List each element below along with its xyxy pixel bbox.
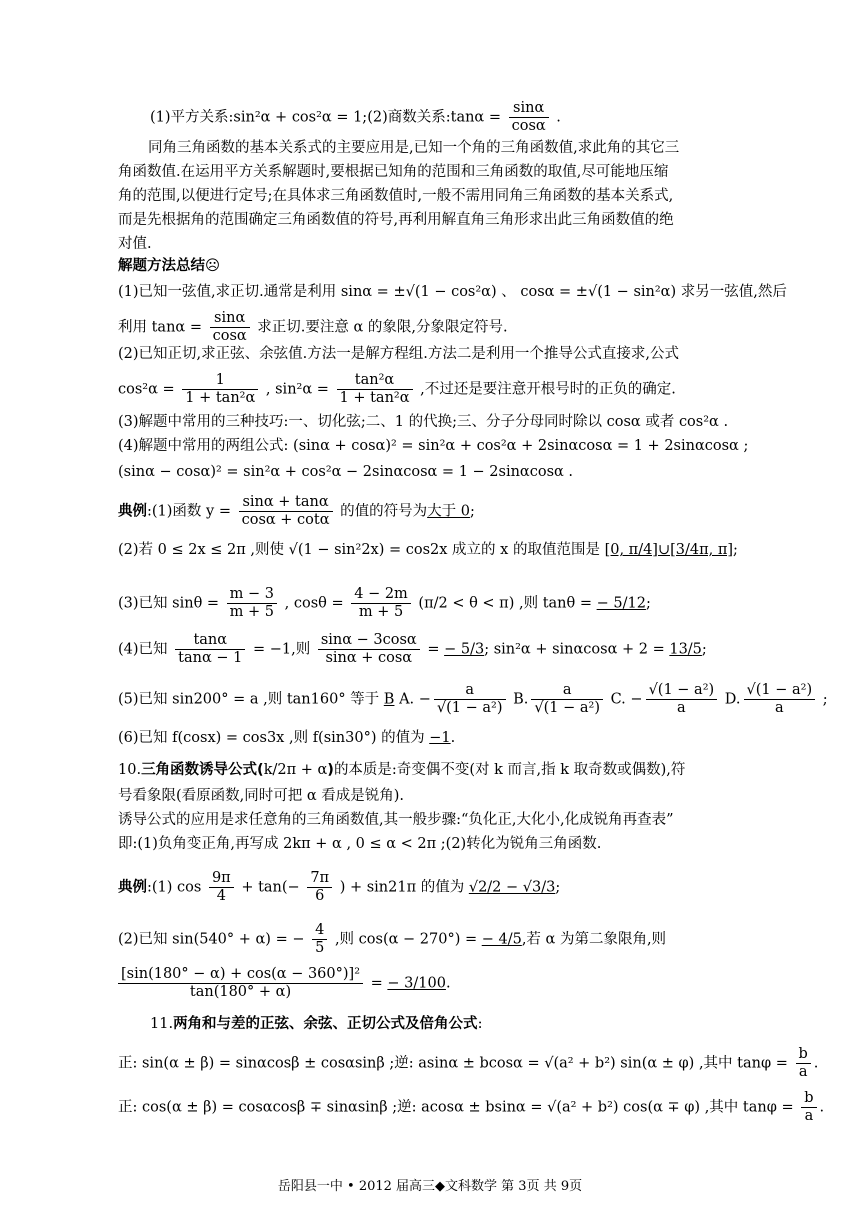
section-heading: 解题方法总结☹ [118,258,221,274]
paragraph-line: 角函数值.在运用平方关系解题时,要根据已知角的范围和三角函数的取值,尽可能地压缩 [118,164,669,180]
fraction: $\frac{a}{\text{√(1 − a²)}}$ [434,682,506,717]
method-line: cos²α = $\frac{1}{\text{1 + tan²α}}$ , sin²α = $\frac{\text{tan²α}}{\text{1 + tan²α}}$ ,不过还是要注意开根号时的正负的确定. [118,372,676,406]
fraction: $\frac{\sin\alpha - 3\cos\alpha}{\sin\alpha + \cos\alpha}$ [318,632,420,667]
paragraph-line: 对值. [118,236,152,252]
fraction: $\frac{\text{√(1 − a²)}}{a}$ [744,682,816,717]
relation-formula-line: (1)平方关系:sin²α + cos²α = 1;(2)商数关系:tanα = $\frac{\sin\alpha}{\cos\alpha}$ . [150,100,561,134]
fraction: $\frac{9\pi}{4}$ [209,870,234,905]
fraction: $\frac{\sin\alpha}{\cos\alpha}$ [210,310,250,345]
paragraph-line: 而是先根据角的范围确定三角函数值的符号,再利用解直角三角形求出此三角函数值的绝 [118,212,674,228]
fraction: $\frac{1}{\text{1 + tan²α}}$ [182,372,258,407]
fraction: $\frac{4 - 2m}{m + 5}$ [351,586,411,621]
example-5: (5)已知 sin200° = a ,则 tan160° 等于 B A. − $\frac{a}{\text{√(1 − a²)}}$ B. $\frac{a}{\text{√(1 − a²)}}$ C. − $\frac{\text{√(1 − a²)}}{a}$ D. $\frac{\text{√(1 − a²)}}{a}$ ; [118,682,828,716]
method-line: (3)解题中常用的三种技巧:一、切化弦;二、1 的代换;三、分子分母同时除以 cosα 或者 cos²α . [118,414,729,430]
fraction: $\frac{4}{5}$ [312,922,327,957]
page-footer: 岳阳县一中 • 2012 届高三◆文科数学 第 3页 共 9页 [277,1179,583,1194]
section-10-text: 号看象限(看原函数,同时可把 α 看成是锐角). [118,788,405,804]
method-line: (sinα − cosα)² = sin²α + cos²α − 2sinαcosα = 1 − 2sinαcosα . [118,464,574,480]
formula-cos-sum: 正: cos(α ± β) = cosαcosβ ∓ sinαsinβ ;逆: acosα ± bsinα = √(a² + b²) cos(α ∓ φ) ,其中 tanφ = $\frac{b}{a}$ . [118,1090,825,1124]
example-3: (3)已知 sinθ = $\frac{m - 3}{m + 5}$ , cosθ = $\frac{4 - 2m}{m + 5}$ (π/2 < θ < π) ,则 tanθ = − 5/12; [118,586,651,620]
fraction: $\frac{7\pi}{6}$ [307,870,332,905]
fraction: $\frac{\text{√(1 − a²)}}{a}$ [646,682,718,717]
fraction: $\frac{m - 3}{m + 5}$ [227,586,277,621]
example-1: 典例:(1)函数 y = $\frac{\sin\alpha + \tan\alpha}{\cos\alpha + \cot\alpha}$ 的值的符号为大于 0; [118,494,475,528]
paragraph-line: 角的范围,以便进行定号;在具体求三角函数值时,一般不需用同角三角函数的基本关系式, [118,188,674,204]
section-10-title: 10.三角函数诱导公式(k/2π + α)的本质是:奇变偶不变(对 k 而言,指 k 取奇数或偶数),符 [118,762,686,778]
fraction: $\frac{\text{[sin(180° − α) + cos(α − 360°)]²}}{\tan(180^\circ + \alpha)}$ [118,966,363,1001]
example-6: (6)已知 f(cosx) = cos3x ,则 f(sin30°) 的值为 −1. [118,730,456,746]
example-4: (4)已知 $\frac{\tan\alpha}{\tan\alpha - 1}$ = −1,则 $\frac{\sin\alpha - 3\cos\alpha}{\sin\alpha + \cos\alpha}$ = − 5/3; sin²α + sinαcosα + 2 = 13/5; [118,632,707,666]
paragraph-line: 同角三角函数的基本关系式的主要应用是,已知一个角的三角函数值,求此角的其它三 [148,140,680,156]
section-10-text: 诱导公式的应用是求任意角的三角函数值,其一般步骤:“负化正,大化小,化成锐角再查表” [118,812,674,828]
fraction: $\frac{b}{a}$ [801,1090,816,1125]
fraction: $\frac{\sin\alpha}{\cos\alpha}$ [509,100,549,135]
method-line: 利用 tanα = $\frac{\sin\alpha}{\cos\alpha}$ 求正切.要注意 α 的象限,分象限定符号. [118,310,508,344]
method-line: (2)已知正切,求正弦、余弦值.方法一是解方程组.方法二是利用一个推导公式直接求,公式 [118,346,679,362]
example-10-1: 典例:(1) cos $\frac{9\pi}{4}$ + tan(− $\frac{7\pi}{6}$ ) + sin21π 的值为 √2/2 − √3/3; [118,870,561,904]
method-line: (4)解题中常用的两组公式: (sinα + cosα)² = sin²α + cos²α + 2sinαcosα = 1 + 2sinαcosα ; [118,438,749,454]
section-10-text: 即:(1)负角变正角,再写成 2kπ + α , 0 ≤ α < 2π ;(2)转化为锐角三角函数. [118,836,602,852]
section-11-title: 11.两角和与差的正弦、余弦、正切公式及倍角公式: [150,1016,483,1032]
fraction: $\frac{a}{\text{√(1 − a²)}}$ [531,682,603,717]
fraction: $\frac{\tan\alpha}{\tan\alpha - 1}$ [175,632,245,667]
example-2: (2)若 0 ≤ 2x ≤ 2π ,则使 √(1 − sin²2x) = cos2x 成立的 x 的取值范围是 [0, π/4]∪[3/4π, π]; [118,542,738,558]
example-10-2: (2)已知 sin(540° + α) = − $\frac{4}{5}$ ,则 cos(α − 270°) = − 4/5,若 α 为第二象限角,则 [118,922,667,956]
fraction: $\frac{\sin\alpha + \tan\alpha}{\cos\alpha + \cot\alpha}$ [239,494,333,529]
example-10-3: $\frac{\text{[sin(180° − α) + cos(α − 360°)]²}}{\tan(180^\circ + \alpha)}$ = − 3/100. [118,966,451,1001]
method-line: (1)已知一弦值,求正切.通常是利用 sinα = ±√(1 − cos²α) 、 cosα = ±√(1 − sin²α) 求另一弦值,然后 [118,284,787,300]
fraction: $\frac{\text{tan²α}}{\text{1 + tan²α}}$ [337,372,413,407]
fraction: $\frac{b}{a}$ [796,1046,811,1081]
formula-sin-sum: 正: sin(α ± β) = sinαcosβ ± cosαsinβ ;逆: asinα ± bcosα = √(a² + b²) sin(α ± φ) ,其中 tanφ = $\frac{b}{a}$ . [118,1046,819,1080]
